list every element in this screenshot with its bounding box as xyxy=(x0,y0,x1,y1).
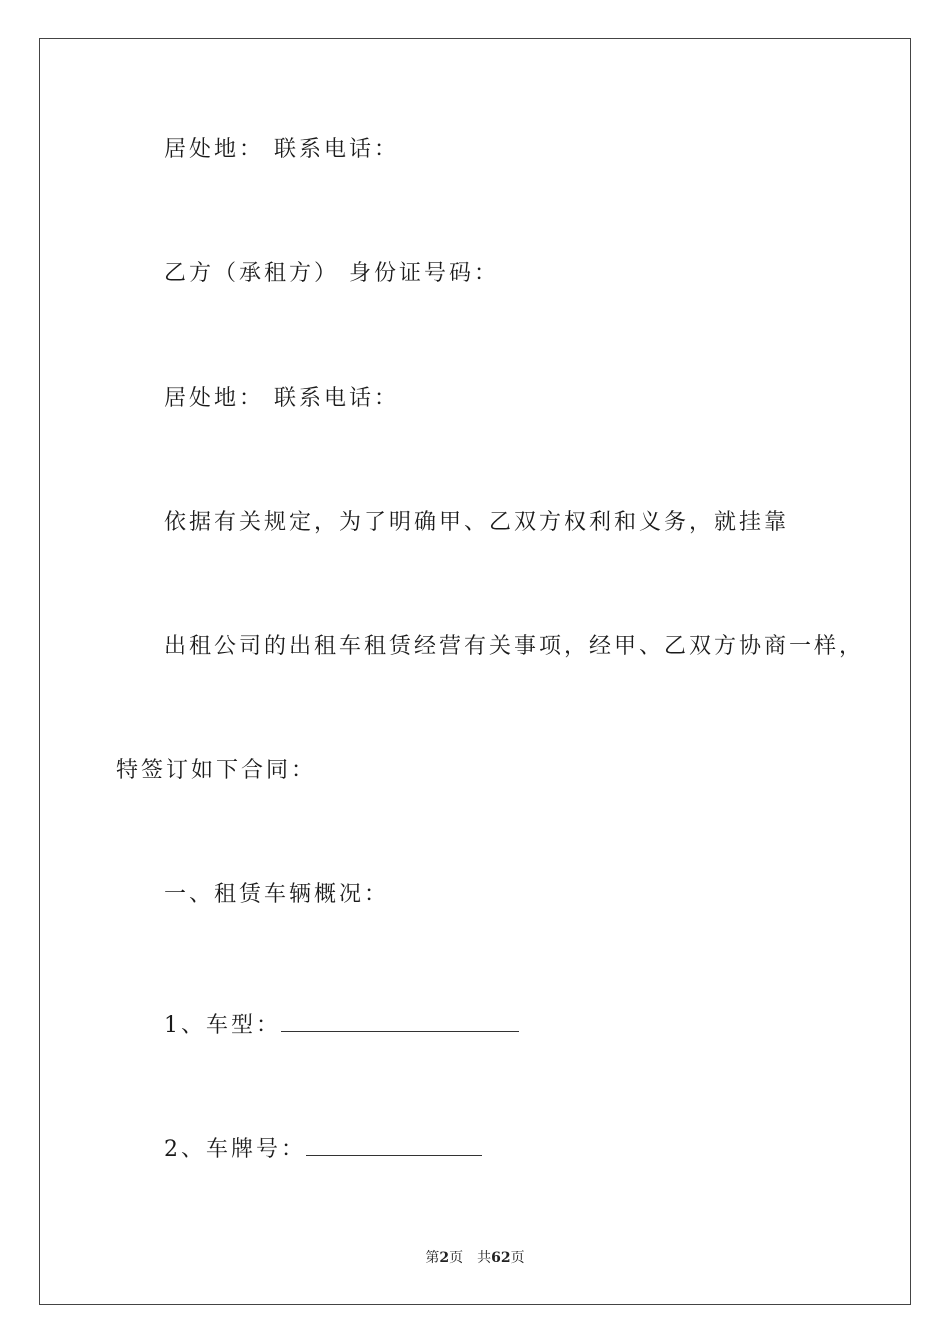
page-border xyxy=(39,38,911,1305)
field-vehicle-model xyxy=(164,1009,519,1040)
body-paragraph-line-1: 依据有关规定，为了明确甲、乙双方权利和义务，就挂靠 xyxy=(164,510,790,535)
footer-page-prefix: 第 xyxy=(425,1250,440,1266)
field-vehicle-model-label: 1、车型： xyxy=(164,1013,281,1038)
party-b-id-line: 乙方（承租方） 身份证号码： xyxy=(164,261,499,286)
residence-phone-line-party-b: 居处地： 联系电话： xyxy=(164,386,399,411)
residence-phone-line-party-a: 居处地： 联系电话： xyxy=(164,137,399,162)
field-plate-number xyxy=(164,1133,482,1164)
footer-total-suffix: 页 xyxy=(510,1250,525,1266)
footer-page-suffix: 页 xyxy=(449,1250,464,1266)
body-paragraph-line-2: 出租公司的出租车租赁经营有关事项，经甲、乙双方协商一样， xyxy=(164,634,865,659)
page-footer xyxy=(0,1247,950,1267)
vehicle-model-blank-line xyxy=(281,1009,519,1032)
section-heading-vehicle-overview: 一、租赁车辆概况： xyxy=(164,882,390,907)
body-paragraph-line-3: 特签订如下合同： xyxy=(116,758,317,783)
footer-page-number: 2 xyxy=(439,1250,450,1266)
field-plate-number-label: 2、车牌号： xyxy=(164,1137,306,1162)
footer-total-number: 62 xyxy=(491,1250,511,1266)
footer-total-prefix: 共 xyxy=(477,1250,492,1266)
plate-number-blank-line xyxy=(306,1133,482,1156)
